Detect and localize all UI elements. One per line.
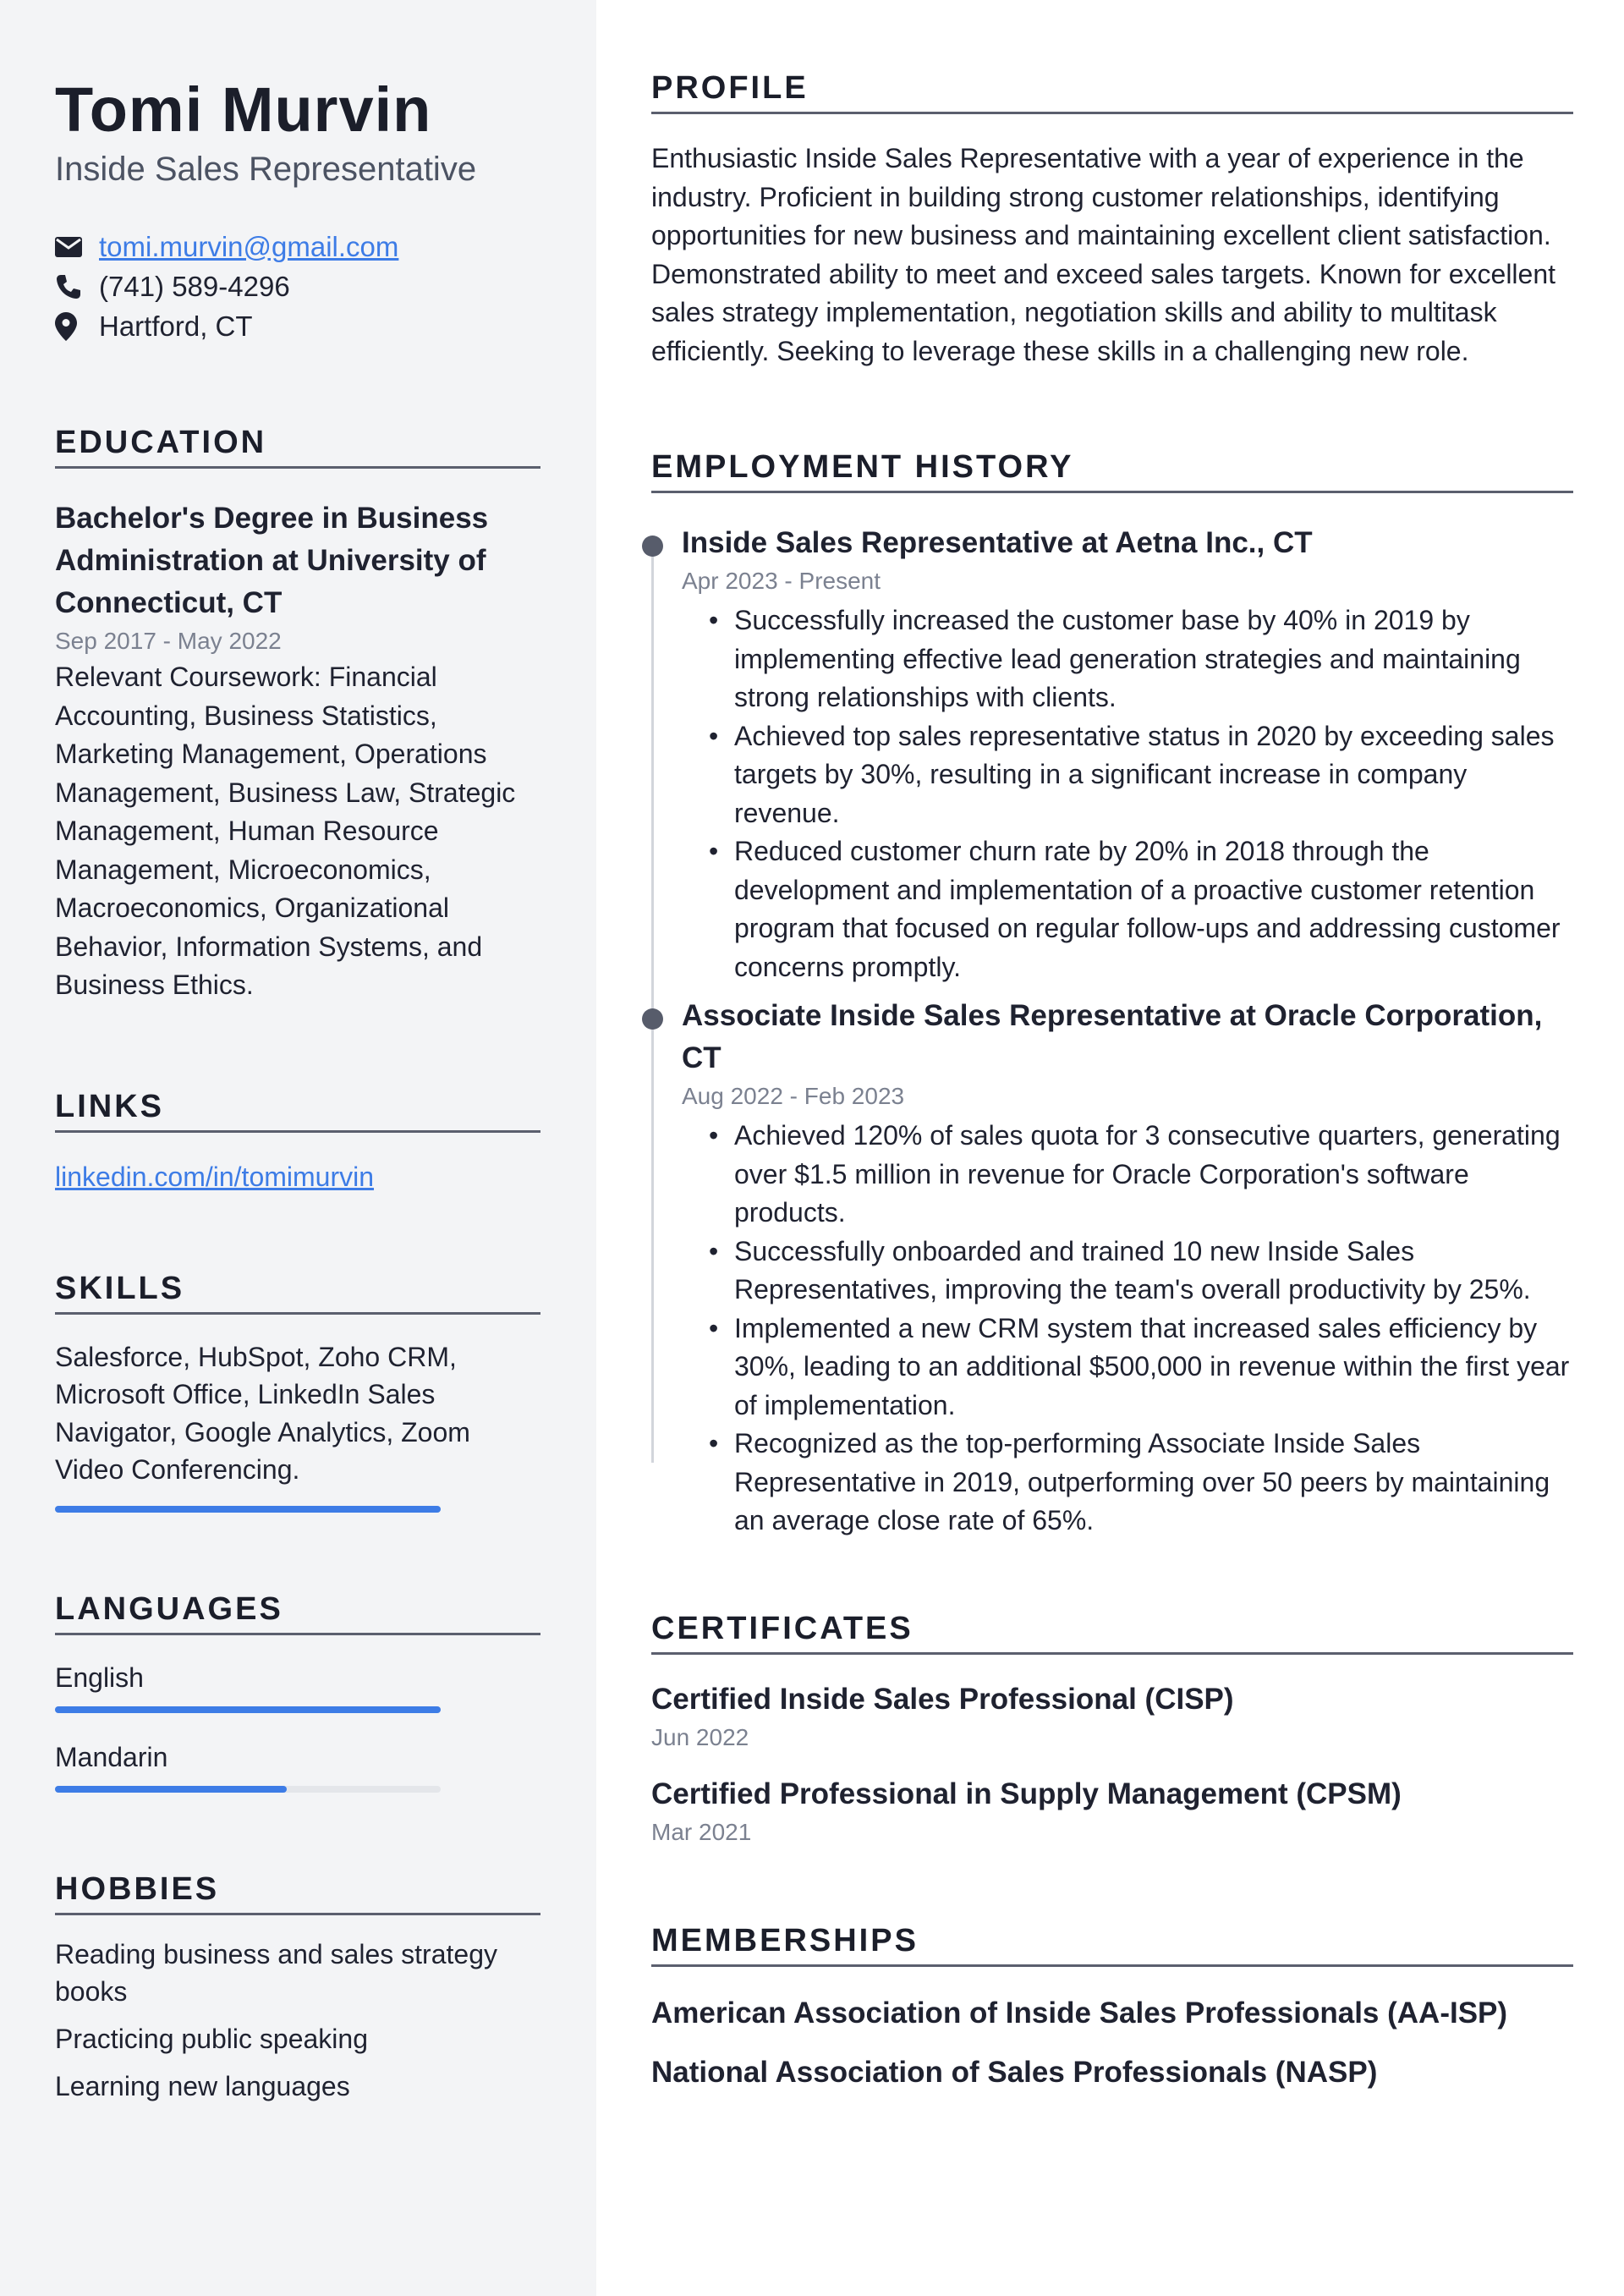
skills-text: Salesforce, HubSpot, Zoho CRM, Microsoft Office, LinkedIn Sales Navigator, Google Analytics, Zoom Video Conferencing.: [55, 1341, 470, 1485]
contact-phone: [55, 266, 540, 306]
certificates-heading: CERTIFICATES: [651, 1610, 1573, 1655]
timeline-dot: [642, 1008, 663, 1030]
language-level-fill: [55, 1786, 287, 1793]
job-bullet: • Implemented a new CRM system that increased sales efficiency by 30%, leading to an additional $500,000 in revenue within the first year of implementation.: [734, 1310, 1573, 1425]
membership-item: American Association of Inside Sales Professionals (AA-ISP): [651, 1996, 1508, 2030]
education-description: Relevant Coursework: Financial Accounting, Business Statistics, Marketing Management, Operations Management, Business Law, Strategic Management, Human Resource Management, Microeconomics, Macroeconomics, Organizational Behavior, Information Systems, and Business Ethics.: [55, 662, 516, 1000]
job-bullets: [682, 601, 1573, 986]
phone-icon: [55, 266, 99, 306]
contact-email: [55, 227, 540, 266]
hobby-item: Learning new languages: [55, 2070, 350, 2101]
hobby-item: Practicing public speaking: [55, 2023, 368, 2054]
job-bullet: • Reduced customer churn rate by 20% in 2018 through the development and implementation of a proactive customer retention program that focused on regular follow-ups and addressing customer concerns promptly.: [734, 832, 1573, 986]
language-name: Mandarin: [55, 1741, 168, 1772]
job-bullet: • Successfully onboarded and trained 10 new Inside Sales Representatives, improving the team's overall productivity by 25%.: [734, 1233, 1573, 1310]
employment-timeline: [651, 522, 1573, 1541]
location-text: Hartford, CT: [99, 310, 253, 342]
job-entry: [651, 995, 1573, 1541]
job-bullet: • Recognized as the top-performing Associate Inside Sales Representative in 2019, outperforming over 50 peers by maintaining an average close rate of 65%.: [734, 1425, 1573, 1541]
certificates-section: [651, 1610, 1573, 1849]
job-dates: Apr 2023 - Present: [682, 568, 881, 594]
skills-level-bar: [55, 1506, 441, 1513]
timeline-dot: [642, 536, 663, 557]
location-pin-icon: [55, 306, 99, 346]
job-dates: Aug 2022 - Feb 2023: [682, 1083, 905, 1109]
education-dates: Sep 2017 - May 2022: [55, 628, 282, 654]
skills-section: [55, 1270, 540, 1513]
employment-section: [651, 448, 1573, 1541]
profile-section: [651, 69, 1573, 371]
certificate-item: [651, 1678, 1573, 1755]
language-item: [55, 1659, 540, 1713]
job-title: Associate Inside Sales Representative at Oracle Corporation, CT: [682, 999, 1543, 1074]
language-level-bar: [55, 1786, 441, 1793]
envelope-icon: [55, 227, 99, 266]
links-heading: LINKS: [55, 1088, 540, 1133]
language-item: [55, 1738, 540, 1793]
language-name: English: [55, 1662, 144, 1693]
contact-location: [55, 306, 540, 346]
employment-heading: EMPLOYMENT HISTORY: [651, 448, 1573, 493]
language-level-fill: [55, 1706, 441, 1713]
education-heading: EDUCATION: [55, 424, 540, 469]
skills-level-fill: [55, 1506, 441, 1513]
memberships-heading: MEMBERSHIPS: [651, 1922, 1573, 1967]
candidate-name: Tomi Murvin: [55, 74, 432, 145]
job-entry: [651, 522, 1573, 986]
job-bullet: • Achieved top sales representative status in 2020 by exceeding sales targets by 30%, resulting in a significant increase in company revenue.: [734, 717, 1573, 833]
linkedin-link[interactable]: linkedin.com/in/tomimurvin: [55, 1161, 375, 1192]
certificate-item: [651, 1773, 1573, 1849]
sidebar: [0, 0, 596, 2296]
phone-number: (741) 589-4296: [99, 270, 290, 302]
email-link[interactable]: tomi.murvin@gmail.com: [99, 230, 399, 262]
job-title: Inside Sales Representative at Aetna Inc., CT: [682, 526, 1313, 559]
job-bullet: • Successfully increased the customer base by 40% in 2019 by implementing effective lead generation strategies and maintaining strong relationships with clients.: [734, 601, 1573, 717]
hobby-item: Reading business and sales strategy books: [55, 1938, 497, 2007]
candidate-title: Inside Sales Representative: [55, 151, 477, 188]
profile-text: Enthusiastic Inside Sales Representative with a year of experience in the industry. Proficient in building strong customer relationships, identifying opportunities for new business and maintaining excellent client satisfaction. Demonstrated ability to meet and exceed sales targets. Known for excellent sales strategy implementation, negotiation skills and ability to multitask efficiently. Seeking to leverage these skills in a challenging new role.: [651, 143, 1556, 366]
languages-section: [55, 1590, 540, 1793]
main-content: [651, 69, 1573, 2094]
education-section: [55, 424, 540, 1005]
certificate-title: Certified Professional in Supply Management (CPSM): [651, 1777, 1402, 1810]
certificate-date: Jun 2022: [651, 1723, 749, 1750]
hobbies-section: [55, 1870, 540, 2105]
links-section: [55, 1088, 540, 1195]
skills-heading: SKILLS: [55, 1270, 540, 1315]
certificate-date: Mar 2021: [651, 1818, 752, 1845]
degree-title: Bachelor's Degree in Business Administration at University of Connecticut, CT: [55, 502, 489, 619]
languages-heading: LANGUAGES: [55, 1590, 540, 1635]
certificate-title: Certified Inside Sales Professional (CISP): [651, 1682, 1234, 1716]
hobbies-heading: HOBBIES: [55, 1870, 540, 1915]
language-level-bar: [55, 1706, 441, 1713]
job-bullets: [682, 1117, 1573, 1541]
job-bullet: • Achieved 120% of sales quota for 3 consecutive quarters, generating over $1.5 million in revenue for Oracle Corporation's software products.: [734, 1117, 1573, 1233]
memberships-section: [651, 1922, 1573, 2094]
profile-heading: PROFILE: [651, 69, 1573, 114]
contact-list: [55, 227, 540, 346]
membership-item: National Association of Sales Professionals (NASP): [651, 2055, 1378, 2089]
